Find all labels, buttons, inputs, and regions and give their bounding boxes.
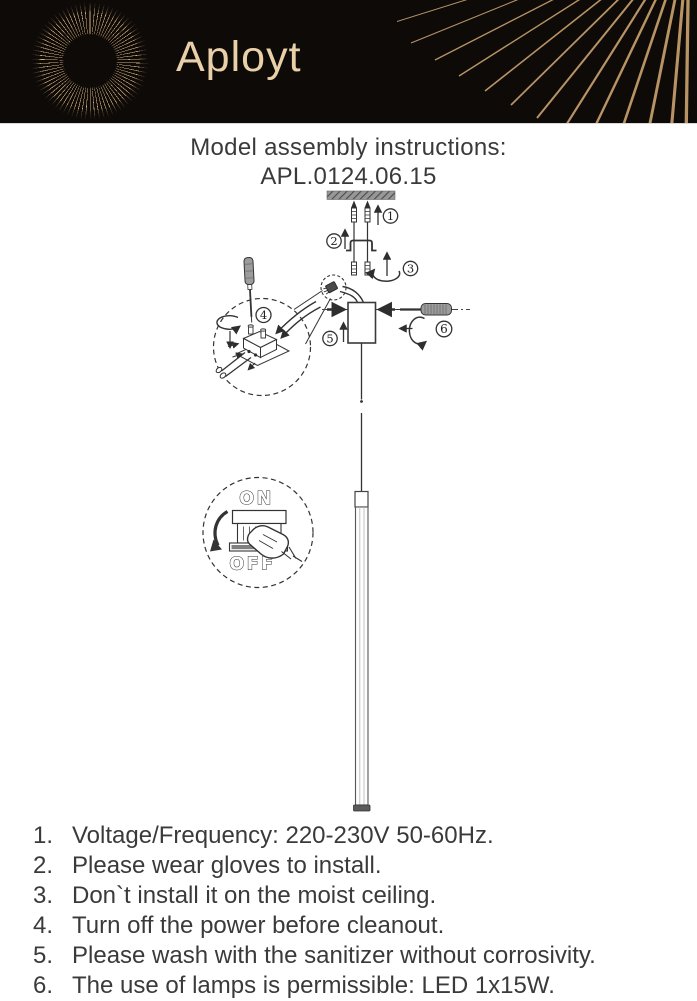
step-3-rotation-arrow	[373, 270, 400, 281]
sunburst-logo-icon	[29, 0, 151, 122]
svg-text:5: 5	[326, 332, 333, 346]
step-badge-4	[256, 308, 271, 323]
step-badge-5	[323, 331, 337, 345]
terminal-block	[236, 325, 289, 366]
mounting-bracket	[346, 241, 377, 251]
step-6-rotation-arrow	[409, 317, 425, 344]
instruction-item-4	[33, 911, 683, 941]
instructions-list	[33, 821, 683, 1001]
svg-text:1: 1	[387, 209, 394, 223]
switch-off-label: OFF	[229, 555, 275, 575]
instruction-number: 3.	[33, 881, 72, 911]
page-title: Model assembly instructions:	[0, 133, 697, 162]
svg-text:4: 4	[260, 308, 267, 322]
instruction-number: 5.	[33, 941, 72, 971]
screwdriver-horizontal-icon	[397, 304, 452, 316]
step-badge-1	[383, 209, 397, 223]
cord-connector	[355, 492, 368, 508]
assembly-diagram	[0, 185, 697, 825]
lamp-tube	[354, 507, 371, 811]
instruction-text: Don`t install it on the moist ceiling.	[72, 881, 683, 911]
instruction-text: Please wear gloves to install.	[72, 851, 683, 881]
instruction-number: 2.	[33, 851, 72, 881]
instruction-item-1	[33, 821, 683, 851]
instruction-item-3	[33, 881, 683, 911]
mounting-screw-right	[365, 201, 371, 276]
suspension-wire	[360, 343, 363, 492]
switch-on-label: ON	[239, 489, 274, 509]
svg-text:2: 2	[330, 234, 337, 248]
instruction-number: 6.	[33, 971, 72, 1001]
title-block	[0, 133, 697, 191]
step-badge-2	[327, 234, 341, 248]
mounting-screw-left	[351, 201, 357, 276]
instruction-item-6	[33, 971, 683, 1001]
instruction-item-2	[33, 851, 683, 881]
instruction-number: 4.	[33, 911, 72, 941]
instruction-text: Voltage/Frequency: 220-230V 50-60Hz.	[72, 821, 683, 851]
instruction-text: The use of lamps is permissible: LED 1x15W.	[72, 971, 683, 1001]
press-arrow	[215, 512, 227, 546]
step-badge-6	[436, 321, 452, 337]
model-number: APL.0124.06.15	[0, 162, 697, 191]
brand-name: Aployt	[176, 34, 302, 81]
instruction-number: 1.	[33, 821, 72, 851]
instruction-text: Turn off the power before cleanout.	[72, 911, 683, 941]
tube-end-cap	[354, 805, 371, 811]
switch-detail-circle	[203, 478, 313, 588]
canopy	[348, 303, 376, 344]
brand-header	[0, 0, 697, 124]
instruction-item-5	[33, 941, 683, 971]
svg-text:6: 6	[440, 322, 448, 336]
wire-joint	[322, 281, 338, 295]
step-4-rotation-arrow	[217, 316, 240, 330]
instruction-text: Please wash with the sanitizer without corrosivity.	[72, 941, 683, 971]
screwdriver-vertical-icon	[244, 257, 256, 322]
ceiling-bar	[327, 191, 395, 200]
svg-text:3: 3	[407, 262, 414, 276]
ray-fan-icon	[397, 0, 697, 123]
step-badge-3	[403, 261, 417, 275]
